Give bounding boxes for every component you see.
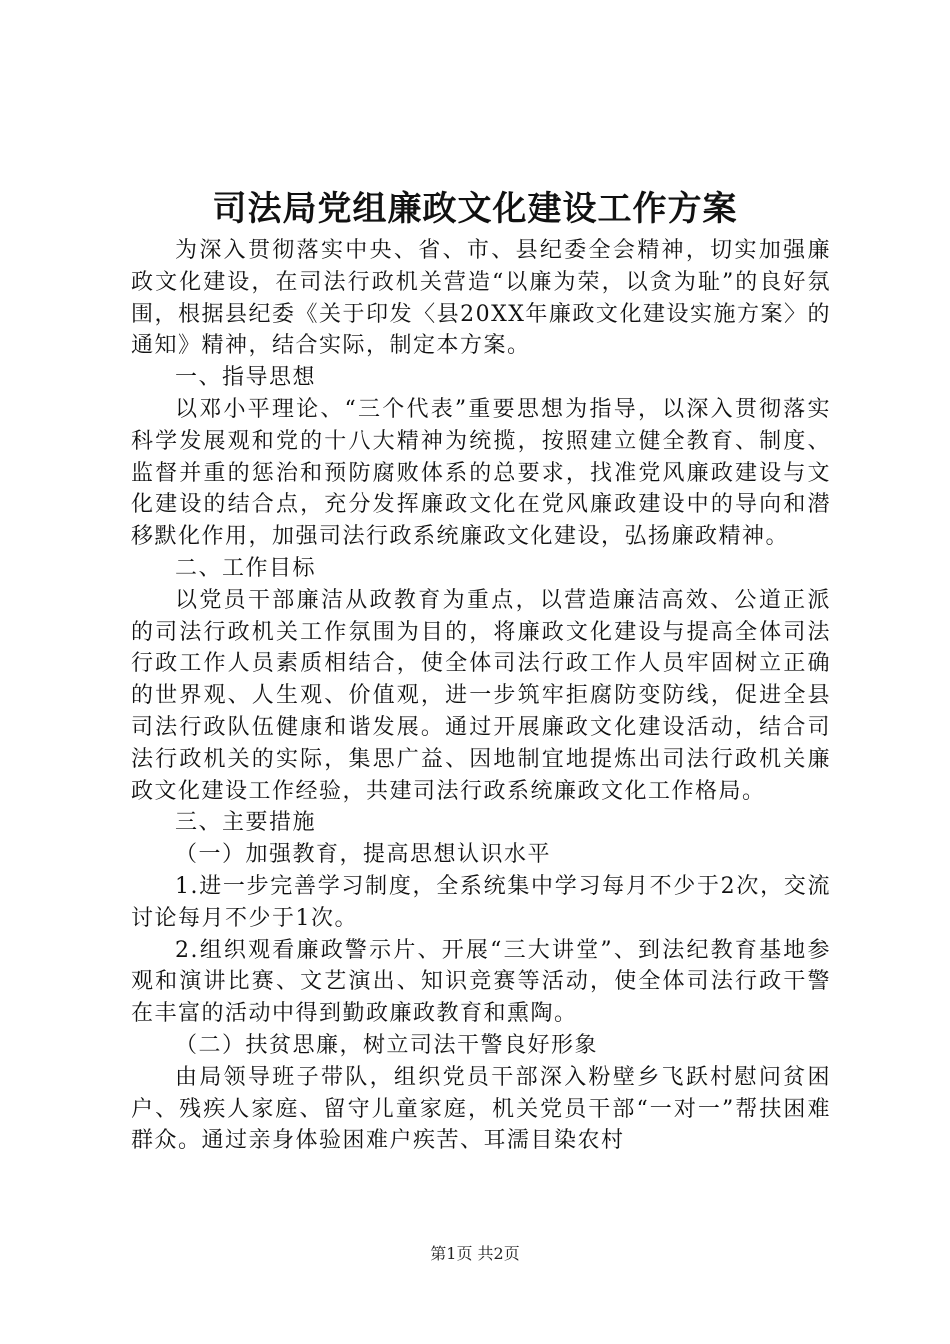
document-body — [131, 235, 831, 1157]
list-item-study-system: 1.进一步完善学习制度，全系统集中学习每月不少于2次，交流讨论每月不少于1次。 — [131, 873, 831, 931]
list-item-activities: 2.组织观看廉政警示片、开展“三大讲堂”、到法纪教育基地参观和演讲比赛、文艺演出、知识竞赛等活动，使全体司法行政干警在丰富的活动中得到勤政廉政教育和熏陶。 — [131, 937, 831, 1027]
subsection-heading-poverty-relief: （二）扶贫思廉，树立司法干警良好形象 — [175, 1032, 599, 1058]
section-heading-guiding-ideology: 一、指导思想 — [175, 365, 317, 391]
paragraph-guiding-ideology: 以邓小平理论、“三个代表”重要思想为指导，以深入贯彻落实科学发展观和党的十八大精神为统揽，按照建立健全教育、制度、监督并重的惩治和预防腐败体系的总要求，找准党风廉政建设与文化建设的结合点，充分发挥廉政文化在党风廉政建设中的导向和潜移默化作用，加强司法行政系统廉政文化建设，弘扬廉政精神。 — [131, 396, 831, 550]
subsection-heading-education: （一）加强教育，提高思想认识水平 — [175, 842, 552, 868]
section-heading-work-goals: 二、工作目标 — [175, 555, 317, 581]
paragraph-poverty-relief: 由局领导班子带队，组织党员干部深入粉壁乡飞跃村慰问贫困户、残疾人家庭、留守儿童家庭，机关党员干部“一对一”帮扶困难群众。通过亲身体验困难户疾苦、耳濡目染农村 — [131, 1064, 831, 1154]
document-title: 司法局党组廉政文化建设工作方案 — [212, 189, 738, 229]
paragraph-intro: 为深入贯彻落实中央、省、市、县纪委全会精神，切实加强廉政文化建设，在司法行政机关营造“以廉为荣，以贪为耻”的良好氛围，根据县纪委《关于印发〈县20XX年廉政文化建设实施方案〉的通知》精神，结合实际，制定本方案。 — [131, 238, 831, 359]
page-footer: 第1页 共2页 — [430, 1244, 520, 1263]
paragraph-work-goals: 以党员干部廉洁从政教育为重点，以营造廉洁高效、公道正派的司法行政机关工作氛围为目的，将廉政文化建设与提高全体司法行政工作人员素质相结合，使全体司法行政工作人员牢固树立正确的世界观、人生观、价值观，进一步筑牢拒腐防变防线，促进全县司法行政队伍健康和谐发展。通过开展廉政文化建设活动，结合司法行政机关的实际，集思广益、因地制宜地提炼出司法行政机关廉政文化建设工作经验，共建司法行政系统廉政文化工作格局。 — [131, 587, 831, 804]
section-heading-main-measures: 三、主要措施 — [175, 810, 317, 836]
